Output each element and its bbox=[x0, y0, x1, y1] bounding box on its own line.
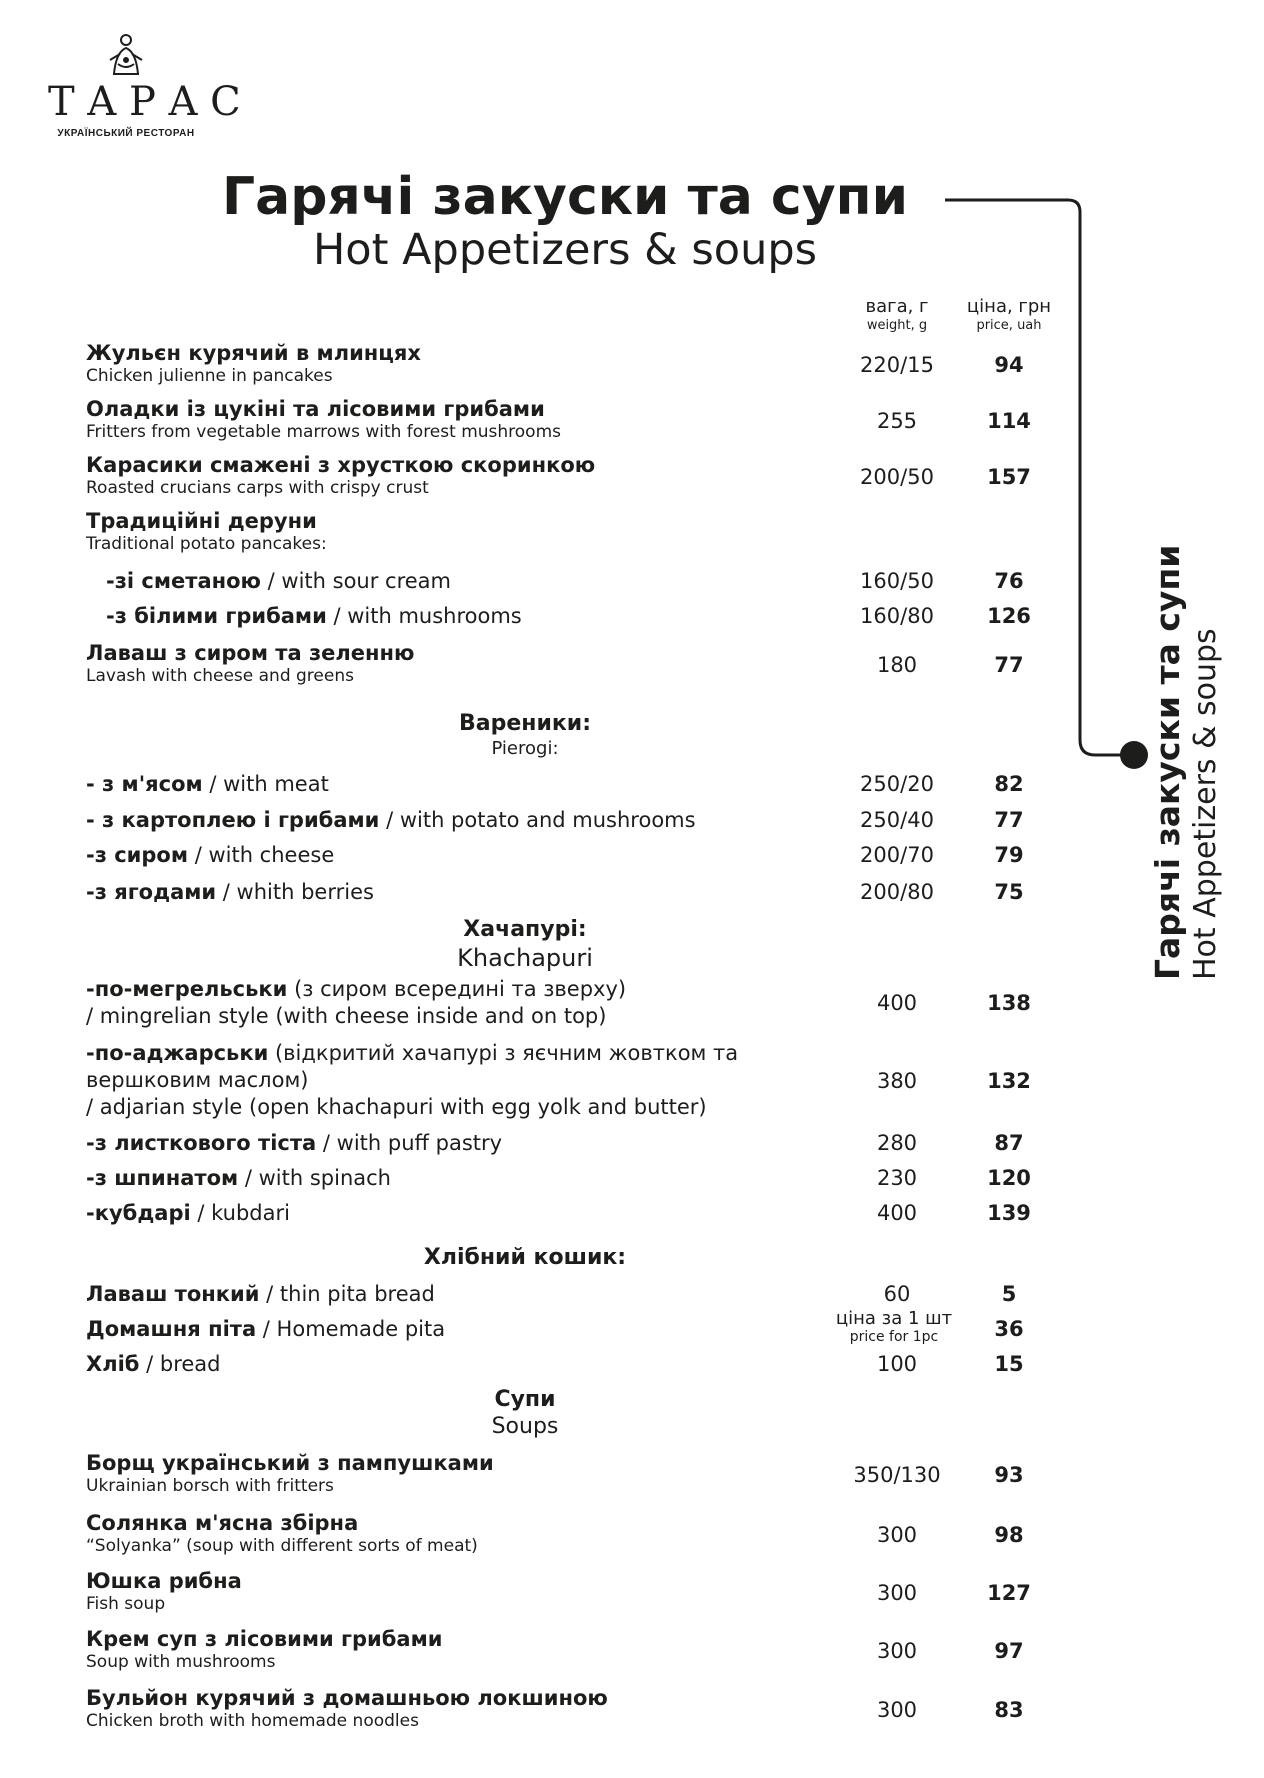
item-price: 36 bbox=[994, 1317, 1024, 1341]
item-price: 87 bbox=[994, 1131, 1024, 1155]
menu-item: -з сиром / with cheese 200/70 79 bbox=[86, 842, 1046, 869]
item-price: 79 bbox=[994, 843, 1024, 867]
item-weight: 400 bbox=[876, 1201, 918, 1225]
item-weight: 300 bbox=[876, 1639, 918, 1663]
item-weight: 255 bbox=[876, 409, 918, 433]
menu-item: - з м'ясом / with meat 250/20 82 bbox=[86, 771, 1046, 798]
menu-item: Лаваш тонкий / thin pita bread 60 5 bbox=[86, 1281, 1046, 1308]
item-weight: 200/50 bbox=[860, 465, 934, 489]
menu-item: -по-аджарськи (відкритий хачапурі з яєчним жовтком та вершковим маслом) / adjarian style (open khachapuri with egg yolk and butter) 380 132 bbox=[86, 1040, 1046, 1121]
menu-item: Бульйон курячий з домашньою локшиною Chicken broth with homemade noodles 300 83 bbox=[86, 1685, 1046, 1731]
item-weight: 200/80 bbox=[860, 880, 934, 904]
menu-item: -з листкового тіста / with puff pastry 280 87 bbox=[86, 1130, 1046, 1157]
item-weight: 400 bbox=[876, 991, 918, 1015]
side-title-ua: Гарячі закуски та супи bbox=[1148, 544, 1187, 980]
item-price: 5 bbox=[1001, 1282, 1017, 1306]
price-column-header: ціна, грн price, uah bbox=[966, 296, 1052, 333]
item-weight: 100 bbox=[876, 1352, 918, 1376]
item-price: 83 bbox=[994, 1698, 1024, 1722]
menu-item: Жульєн курячий в млинцях Chicken julienne in pancakes 220/15 94 bbox=[86, 340, 1046, 386]
item-weight: 220/15 bbox=[860, 353, 934, 377]
item-price: 93 bbox=[994, 1463, 1024, 1487]
logo-name: ТАРАС bbox=[48, 79, 253, 125]
item-price: 120 bbox=[987, 1166, 1031, 1190]
item-price: 127 bbox=[987, 1581, 1031, 1605]
menu-item: -кубдарі / kubdari 400 139 bbox=[86, 1200, 1046, 1227]
weight-column-header: вага, г weight, g bbox=[865, 296, 929, 333]
menu-item: Борщ український з пампушками Ukrainian borsch with fritters 350/130 93 bbox=[86, 1450, 1046, 1496]
item-weight: 200/70 bbox=[860, 843, 934, 867]
menu-item: -по-мегрельськи (з сиром всередині та зверху) / mingrelian style (with cheese inside and on top) 400 138 bbox=[86, 976, 1046, 1030]
logo-subtitle: УКРАЇНСЬКИЙ РЕСТОРАН bbox=[57, 128, 195, 139]
menu-item: Карасики смажені з хрусткою скоринкою Roasted crucians carps with crispy crust 200/50 157 bbox=[86, 452, 1046, 498]
item-price: 75 bbox=[994, 880, 1024, 904]
menu-item: Крем суп з лісовими грибами Soup with mushrooms 300 97 bbox=[86, 1626, 1046, 1672]
menu-item: Оладки із цукіні та лісовими грибами Fritters from vegetable marrows with forest mushrooms 255 114 bbox=[86, 396, 1046, 442]
menu-item: Домашня піта / Homemade pita ціна за 1 шт price for 1pc 36 bbox=[86, 1316, 1046, 1343]
unit-label: ціна за 1 шт price for 1pc bbox=[835, 1308, 953, 1345]
item-price: 114 bbox=[987, 409, 1031, 433]
item-weight: 280 bbox=[876, 1131, 918, 1155]
menu-item: Юшка рибна Fish soup 300 127 bbox=[86, 1568, 1046, 1614]
item-price: 77 bbox=[994, 808, 1024, 832]
page-subtitle: Hot Appetizers & soups bbox=[312, 225, 818, 275]
side-title bbox=[1148, 500, 1228, 980]
item-price: 157 bbox=[987, 465, 1031, 489]
item-weight: 300 bbox=[876, 1523, 918, 1547]
item-weight: 250/40 bbox=[860, 808, 934, 832]
item-price: 15 bbox=[994, 1352, 1024, 1376]
menu-item: -зі сметаною / with sour cream 160/50 76 bbox=[106, 568, 1066, 595]
menu-item: -з шпинатом / with spinach 230 120 bbox=[86, 1165, 1046, 1192]
item-price: 139 bbox=[987, 1201, 1031, 1225]
item-weight: 300 bbox=[876, 1698, 918, 1722]
section-heading-khachapuri: Хачапурі: Khachapuri bbox=[457, 917, 593, 972]
item-weight: 350/130 bbox=[853, 1463, 941, 1487]
page-title: Гарячі закуски та супи bbox=[221, 167, 909, 227]
item-price: 132 bbox=[987, 1069, 1031, 1093]
menu-item: Солянка м'ясна збірна “Solyanka” (soup with different sorts of meat) 300 98 bbox=[86, 1510, 1046, 1556]
item-weight: 230 bbox=[876, 1166, 918, 1190]
item-weight: 300 bbox=[876, 1581, 918, 1605]
item-price: 82 bbox=[994, 772, 1024, 796]
menu-item: -з білими грибами / with mushrooms 160/80 126 bbox=[106, 603, 1066, 630]
item-weight: 180 bbox=[876, 653, 918, 677]
item-price: 126 bbox=[987, 604, 1031, 628]
menu-item: -з ягодами / whith berries 200/80 75 bbox=[86, 879, 1046, 906]
section-heading-soups: Супи Soups bbox=[491, 1387, 559, 1439]
menu-item: Традиційні деруни Traditional potato pancakes: bbox=[86, 509, 327, 554]
section-heading-bread: Хлібний кошик: bbox=[423, 1245, 627, 1270]
item-price: 138 bbox=[987, 991, 1031, 1015]
item-price: 77 bbox=[994, 653, 1024, 677]
item-weight: 380 bbox=[876, 1069, 918, 1093]
item-weight: 250/20 bbox=[860, 772, 934, 796]
menu-item: Хліб / bread 100 15 bbox=[86, 1351, 1046, 1378]
item-price: 98 bbox=[994, 1523, 1024, 1547]
item-price: 97 bbox=[994, 1639, 1024, 1663]
section-heading-varenyky: Вареники: Pierogi: bbox=[458, 711, 592, 759]
item-weight: 160/50 bbox=[860, 569, 934, 593]
item-weight: 60 bbox=[883, 1282, 911, 1306]
menu-item: - з картоплею і грибами / with potato and mushrooms 250/40 77 bbox=[86, 807, 1046, 834]
item-price: 76 bbox=[994, 569, 1024, 593]
menu-item: Лаваш з сиром та зеленню Lavash with cheese and greens 180 77 bbox=[86, 640, 1046, 686]
side-title-en: Hot Appetizers & soups bbox=[1188, 628, 1223, 980]
item-price: 94 bbox=[994, 353, 1024, 377]
item-weight: 160/80 bbox=[860, 604, 934, 628]
